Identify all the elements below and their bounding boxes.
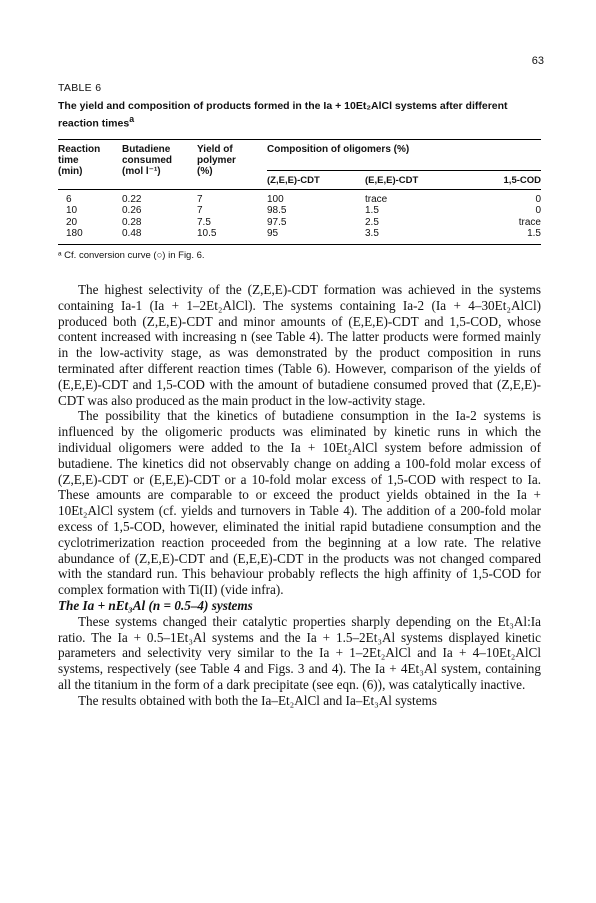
table-cell: 180 xyxy=(66,228,83,239)
table-cell: 95 xyxy=(267,228,279,239)
table-cell: 0.28 xyxy=(122,216,142,228)
paragraph: These systems changed their catalytic properties sharply depending on the Et₃Al:Ia ratio. The Ia + 0.5–1Et₃Al systems and the Ia + 1.5–2Et₃Al systems displayed kinetic parameters and selectivity very similar to the Ia + 1–2Et₂AlCl and Ia + 4–10Et₂AlCl systems, respectively (see Table 4 and Figs. 3 and 4). The Ia + 4Et₃Al system, containing all the titanium in the form of a dark precipitate (see eqn. (6)), was catalytically inactive. xyxy=(58,613,541,692)
header-zee-cdt: (Z,E,E)-CDT xyxy=(267,174,320,186)
table-cell: 1.5 xyxy=(365,205,379,216)
table-cell: 100 xyxy=(267,193,284,205)
table-cell: 2.5 xyxy=(365,216,379,228)
header-composition: Composition of oligomers (%) (Z,E,E)-CDT (E,E,E)-CDT 1,5-COD xyxy=(267,143,541,186)
table-cell: 7 xyxy=(197,205,203,216)
table-cell: 6 xyxy=(66,193,72,205)
table-cell: 3.5 xyxy=(365,228,379,239)
table-cell: 98.5 xyxy=(267,205,287,216)
page-number: 63 xyxy=(531,55,544,67)
table-cell: trace xyxy=(518,216,541,228)
table-footnote: ᵃ Cf. conversion curve (○) in Fig. 6. xyxy=(58,249,205,261)
paragraph: The possibility that the kinetics of butadiene consumption in the Ia-2 systems is influenced by the oligomeric products was eliminated by kinetic runs in which the individual oligomers were added to the Ia + 10Et₂AlCl system before admission of butadiene. The kinetics did not observably change on adding a 100-fold molar excess of (Z,E,E)-CDT or (E,E,E)-CDT or a 10-fold molar excess of 1,5-COD with respect to Ia. These amounts are comparable to or exceed the product yields obtained in the Ia + 10Et₂AlCl system (cf. yields and turnovers in Table 4). The addition of a 200-fold molar excess of 1,5-COD, however, eliminated the initial rapid butadiene consumption and the cyclotrimerization reaction proceeded from the beginning at a low rate. The relative abundance of (Z,E,E)-CDT and (E,E,E)-CDT in the products was not changed compared with the standard run. This behaviour probably reflects the high affinity of 1,5-COD for complex formation with Ti(II) (vide infra). xyxy=(58,408,541,598)
table-cell: 0 xyxy=(535,193,541,205)
table-cell: 0.26 xyxy=(122,205,142,216)
table-cell: 1.5 xyxy=(527,228,541,239)
header-reaction-time: Reaction time (min) xyxy=(58,143,101,177)
table-caption: The yield and composition of products formed in the Ia + 10Et₂AlCl systems after different reaction times$^a$ xyxy=(58,100,508,130)
table-row xyxy=(58,205,541,217)
table-cell: 97.5 xyxy=(267,216,287,228)
paragraph: The results obtained with both the Ia–Et₂AlCl and Ia–Et₃Al systems xyxy=(78,692,437,708)
header-eee-cdt: (E,E,E)-CDT xyxy=(365,174,419,186)
header-butadiene: Butadiene consumed (mol l⁻¹) xyxy=(122,143,173,177)
body-text xyxy=(58,282,541,709)
table-cell: 10 xyxy=(66,205,78,216)
table-6 xyxy=(58,82,541,261)
paragraph: The highest selectivity of the (Z,E,E)-CDT formation was achieved in the systems containing Ia-1 (Ia + 1–2Et₂AlCl). The systems containing Ia-2 (Ia + 4–30Et₂AlCl) produced both (Z,E,E)-CDT and minor amounts of (E,E,E)-CDT and 1,5-COD, whose content increased with increasing n (see Table 4). The latter products were formed mainly in the low-activity stage, as was demonstrated by the product composition in runs terminated after different reaction times (Table 6). However, comparison of the yields of (E,E,E)-CDT and 1,5-COD with the amount of butadiene consumed proved that (Z,E,E)-CDT was also produced as the main product in the low-activity stage. xyxy=(58,282,541,408)
table-cell: 7 xyxy=(197,193,203,205)
header-yield: Yield of polymer (%) xyxy=(197,143,236,177)
table-cell: 0 xyxy=(535,205,541,216)
table-row xyxy=(58,217,541,229)
section-heading: The Ia + nEt₃Al (n = 0.5–4) systems xyxy=(58,597,253,613)
data-table xyxy=(58,139,541,240)
table-cell: 7.5 xyxy=(197,216,211,228)
table-label: TABLE 6 xyxy=(58,82,102,94)
table-cell: 0.48 xyxy=(122,228,142,239)
table-cell: 0.22 xyxy=(122,193,142,205)
table-row xyxy=(58,228,541,240)
header-cod: 1,5-COD xyxy=(503,174,541,186)
table-cell: 20 xyxy=(66,216,78,228)
table-cell: trace xyxy=(365,193,388,205)
table-row xyxy=(58,194,541,206)
table-cell: 10.5 xyxy=(197,228,217,239)
